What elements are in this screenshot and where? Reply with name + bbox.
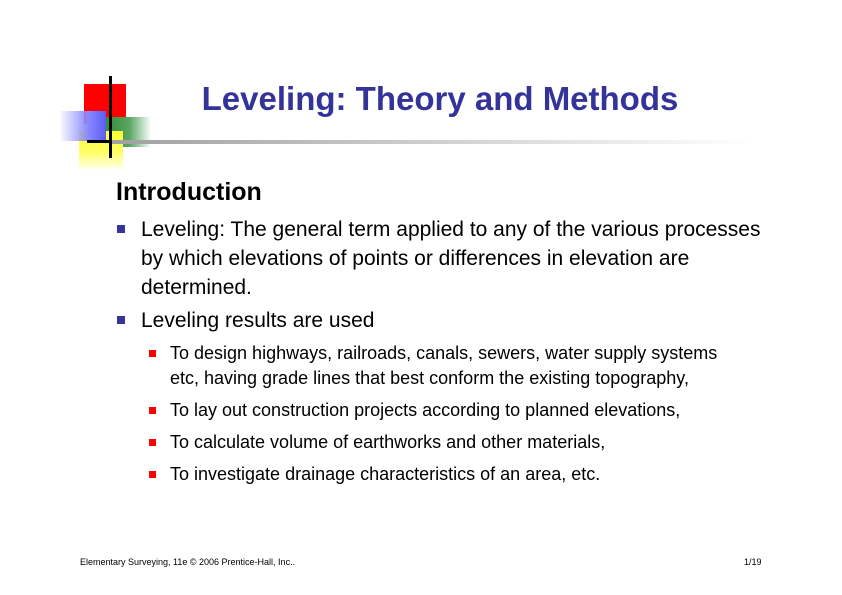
bullet-text: Leveling: The general term applied to any of the various processes by which elevations of points or differences in elevation are determined. bbox=[141, 218, 761, 299]
sub-bullet-text: To design highways, railroads, canals, sewers, water supply systems etc, having grade lines that best conform the existing topography, bbox=[170, 343, 718, 388]
sub-bullet-item bbox=[141, 341, 730, 391]
square-bullet-icon bbox=[117, 225, 125, 233]
sub-bullet-item bbox=[141, 398, 730, 423]
logo-blue-square bbox=[61, 111, 106, 141]
page-number: 1/19 bbox=[744, 557, 762, 567]
logo-vertical-line bbox=[109, 76, 112, 158]
section-heading: Introduction bbox=[116, 178, 262, 206]
square-bullet-icon bbox=[149, 407, 156, 414]
title-underline bbox=[112, 140, 752, 144]
slide-title: Leveling: Theory and Methods bbox=[201, 80, 679, 117]
bullet-list bbox=[112, 215, 762, 494]
square-bullet-icon bbox=[149, 439, 156, 446]
bullet-item bbox=[112, 306, 762, 487]
bullet-item bbox=[112, 215, 762, 302]
slide-logo-decoration bbox=[0, 0, 160, 175]
square-bullet-icon bbox=[149, 471, 156, 478]
sub-bullet-item bbox=[141, 462, 730, 487]
sub-bullet-text: To lay out construction projects according to planned elevations, bbox=[170, 400, 681, 420]
sub-bullet-text: To investigate drainage characteristics of an area, etc. bbox=[170, 464, 601, 484]
sub-bullet-list bbox=[141, 341, 762, 487]
sub-bullet-item bbox=[141, 430, 730, 455]
footer-credit: Elementary Surveying, 11e © 2006 Prentice-Hall, Inc.. bbox=[80, 557, 296, 567]
sub-bullet-text: To calculate volume of earthworks and other materials, bbox=[170, 432, 606, 452]
bullet-text: Leveling results are used bbox=[141, 309, 375, 332]
square-bullet-icon bbox=[149, 350, 156, 357]
square-bullet-icon bbox=[117, 316, 125, 324]
